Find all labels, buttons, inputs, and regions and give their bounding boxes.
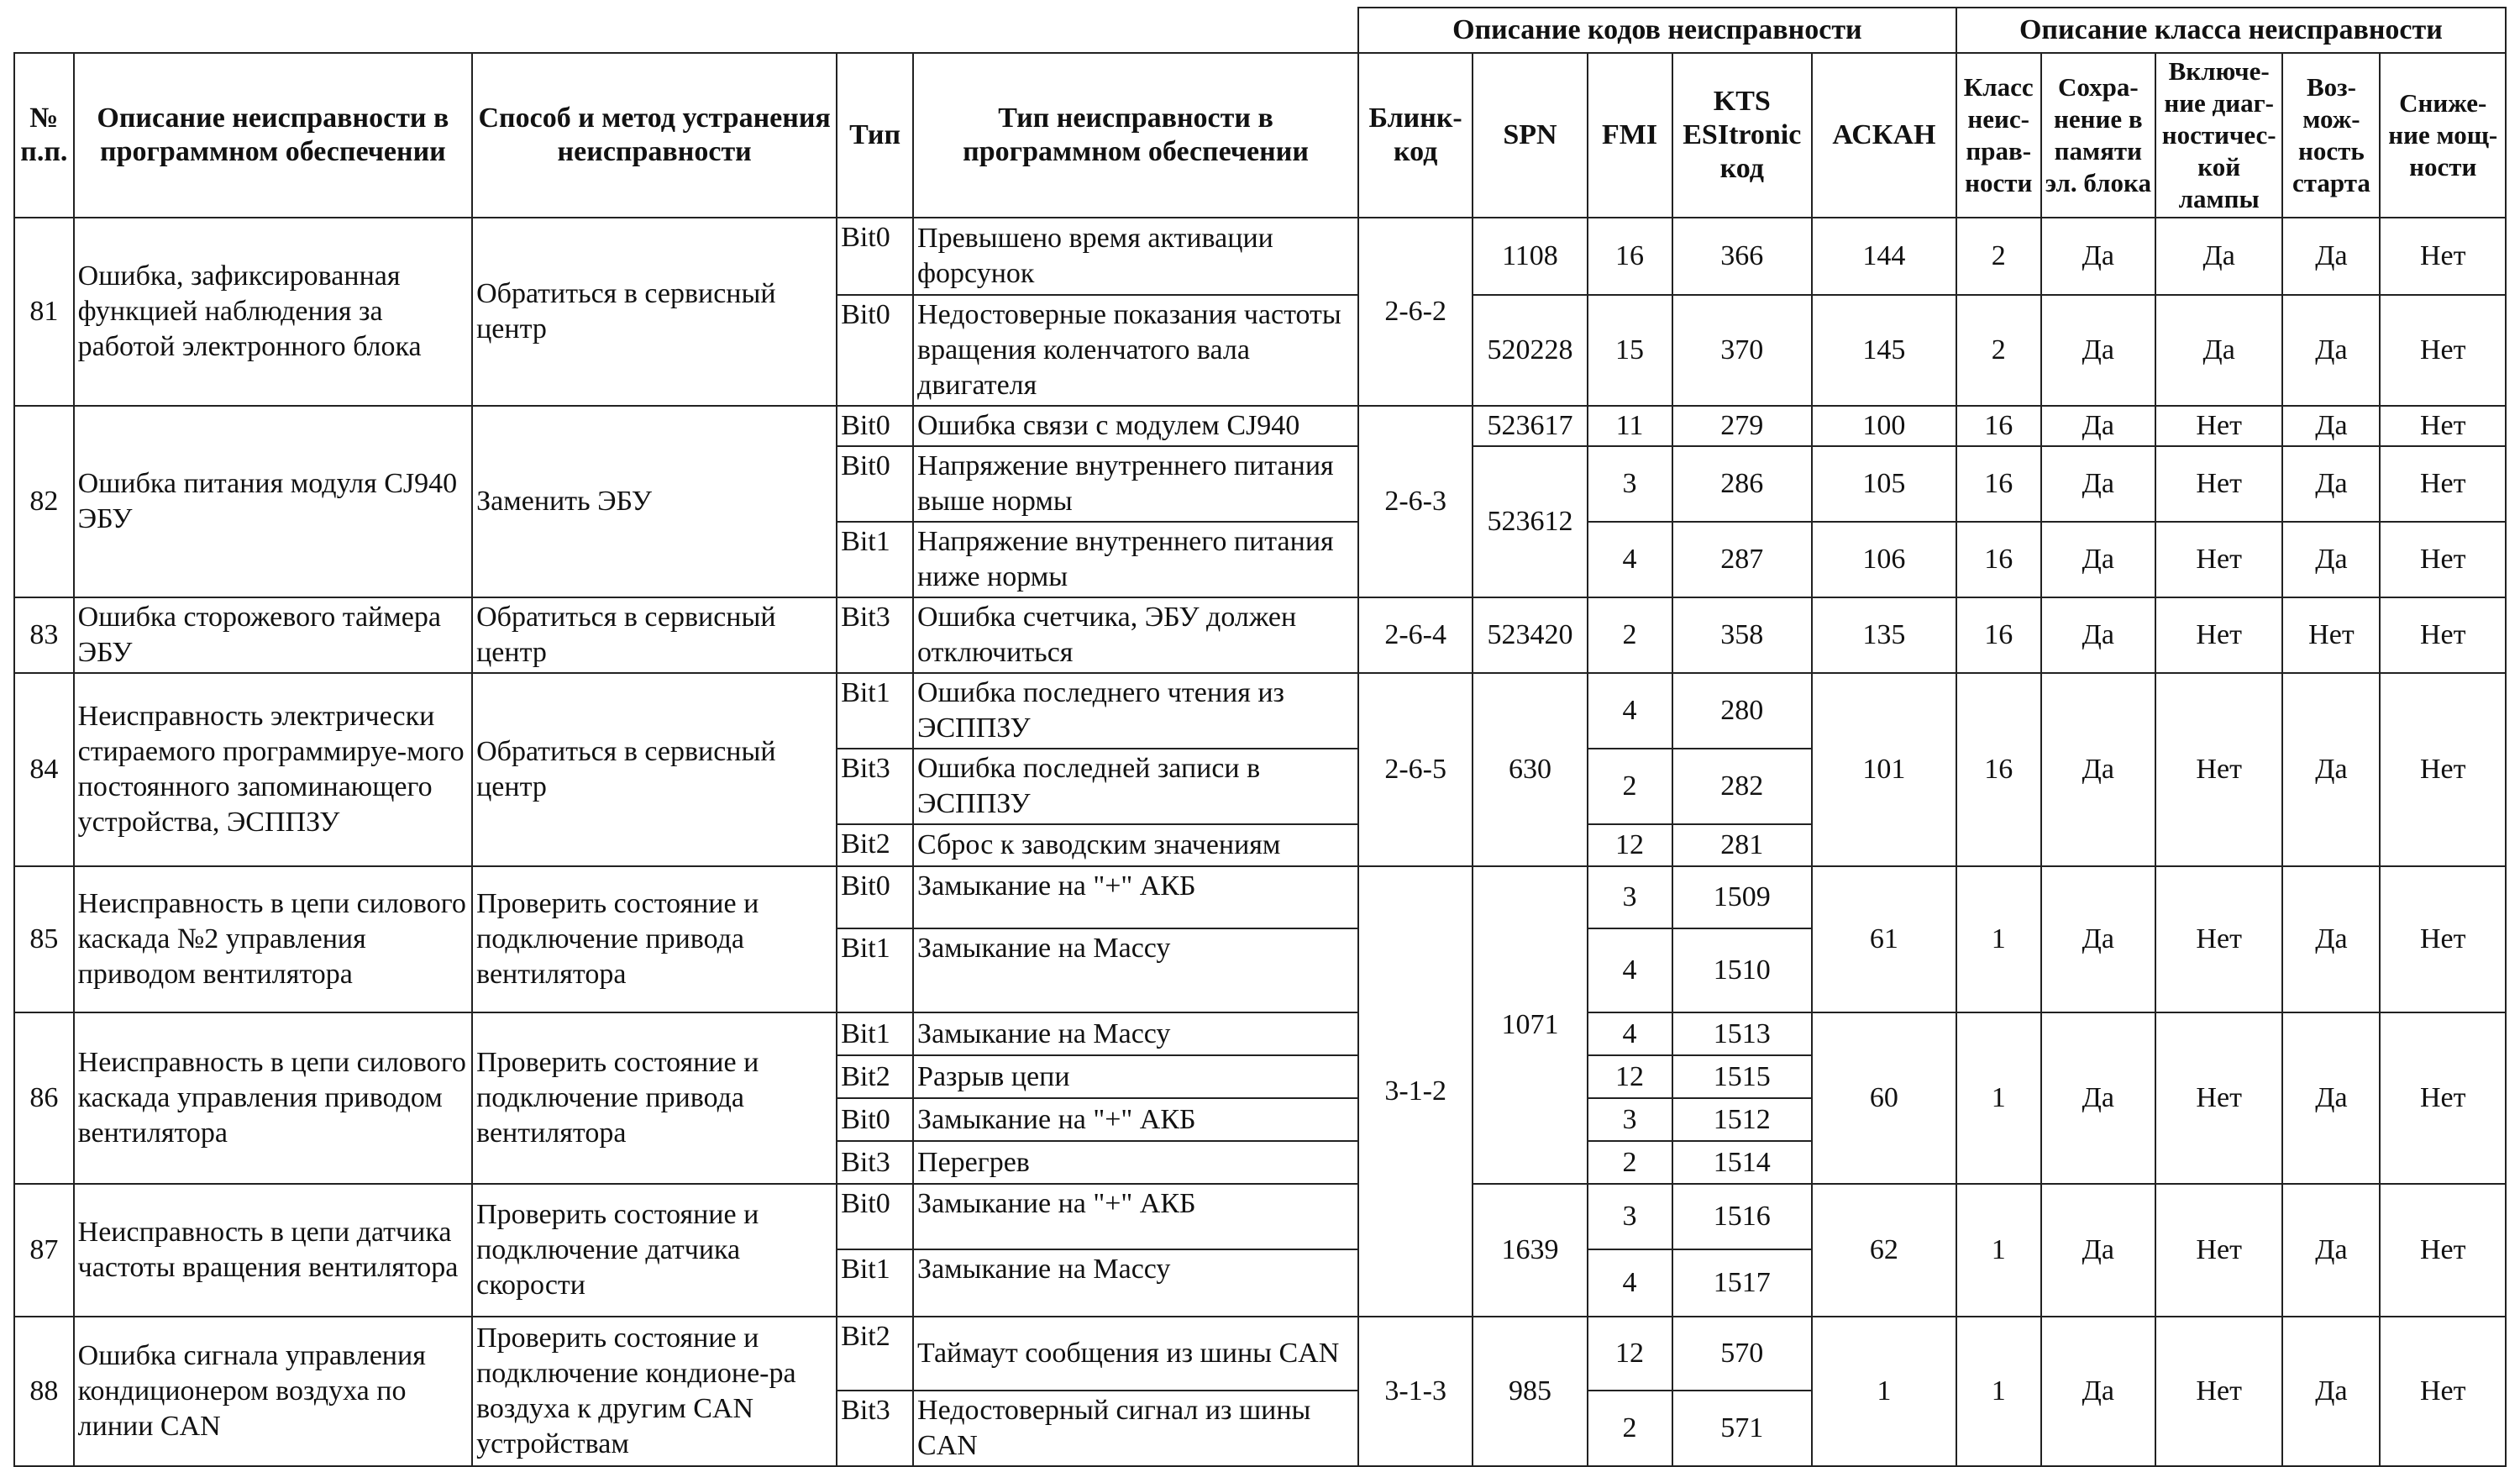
- kts-code: 1509: [1672, 866, 1813, 928]
- blink-code: 2-6-3: [1358, 406, 1473, 597]
- col-askan: АСКАН: [1812, 53, 1956, 218]
- askan-code: 1: [1812, 1317, 1956, 1466]
- table-row: [14, 218, 2506, 295]
- askan-code: 135: [1812, 597, 1956, 673]
- fmi: 4: [1588, 1249, 1672, 1317]
- fmi: 3: [1588, 446, 1672, 522]
- fault-class: 2: [1956, 218, 2041, 295]
- save-in-memory: Да: [2041, 673, 2155, 866]
- table-row: [14, 406, 2506, 446]
- bit-type: Bit3: [837, 1391, 913, 1466]
- fmi: 2: [1588, 1141, 1672, 1184]
- save-in-memory: Да: [2041, 1317, 2155, 1466]
- fmi: 4: [1588, 1012, 1672, 1055]
- fix-method: Заменить ЭБУ: [472, 406, 837, 597]
- blink-code: 2-6-2: [1358, 218, 1473, 406]
- row-number: 84: [14, 673, 74, 866]
- askan-code: 60: [1812, 1012, 1956, 1184]
- kts-code: 1512: [1672, 1098, 1813, 1141]
- bit-type: Bit0: [837, 1184, 913, 1249]
- save-in-memory: Да: [2041, 218, 2155, 295]
- table-row: [14, 673, 2506, 749]
- diag-lamp: Нет: [2155, 1184, 2282, 1317]
- kts-code: 358: [1672, 597, 1813, 673]
- fault-class: 1: [1956, 1012, 2041, 1184]
- diag-lamp: Нет: [2155, 673, 2282, 866]
- spn: 1639: [1473, 1184, 1587, 1317]
- col-desc: Описание неисправности в программном обеспечении: [74, 53, 472, 218]
- start-possible: Нет: [2282, 597, 2380, 673]
- spn: 985: [1473, 1317, 1587, 1466]
- row-number: 81: [14, 218, 74, 406]
- askan-code: 61: [1812, 866, 1956, 1012]
- col-type: Тип: [837, 53, 913, 218]
- group-header-codes: Описание кодов неисправности: [1358, 8, 1956, 53]
- kts-code: 282: [1672, 749, 1813, 824]
- col-num: № п.п.: [14, 53, 74, 218]
- bit-type: Bit0: [837, 295, 913, 406]
- row-number: 85: [14, 866, 74, 1012]
- fmi: 3: [1588, 1098, 1672, 1141]
- kts-code: 570: [1672, 1317, 1813, 1391]
- fault-class: 1: [1956, 1317, 2041, 1466]
- start-possible: Да: [2282, 673, 2380, 866]
- bit-type: Bit1: [837, 522, 913, 597]
- fault-type: Замыкание на "+" АКБ: [913, 866, 1358, 928]
- power-reduction: Нет: [2380, 1317, 2506, 1466]
- fault-class: 2: [1956, 295, 2041, 406]
- fmi: 12: [1588, 1055, 1672, 1098]
- fault-description: Ошибка сигнала управления кондиционером воздуха по линии CAN: [74, 1317, 472, 1466]
- fault-description: Неисправность электрически стираемого программируе-мого постоянного запоминающего устройства, ЭСППЗУ: [74, 673, 472, 866]
- fault-type: Напряжение внутреннего питания выше нормы: [913, 446, 1358, 522]
- fault-type: Замыкание на Массу: [913, 1249, 1358, 1317]
- fmi: 3: [1588, 866, 1672, 928]
- power-reduction: Нет: [2380, 522, 2506, 597]
- fault-type: Ошибка связи с модулем CJ940: [913, 406, 1358, 446]
- fault-class: 16: [1956, 673, 2041, 866]
- fault-class: 16: [1956, 446, 2041, 522]
- fmi: 2: [1588, 1391, 1672, 1466]
- fix-method: Проверить состояние и подключение кондионе-ра воздуха к другим CAN устройствам: [472, 1317, 837, 1466]
- start-possible: Да: [2282, 218, 2380, 295]
- col-spn: SPN: [1473, 53, 1587, 218]
- table-row: [14, 1012, 2506, 1055]
- table-row: [14, 597, 2506, 673]
- power-reduction: Нет: [2380, 1184, 2506, 1317]
- askan-code: 100: [1812, 406, 1956, 446]
- fix-method: Проверить состояние и подключение привода вентилятора: [472, 866, 837, 1012]
- spn: 1071: [1473, 866, 1587, 1184]
- fault-class: 16: [1956, 597, 2041, 673]
- diag-lamp: Нет: [2155, 866, 2282, 1012]
- kts-code: 366: [1672, 218, 1813, 295]
- kts-code: 281: [1672, 824, 1813, 866]
- save-in-memory: Да: [2041, 406, 2155, 446]
- col-class: Класс неис-прав-ности: [1956, 53, 2041, 218]
- diag-lamp: Да: [2155, 295, 2282, 406]
- bit-type: Bit0: [837, 1098, 913, 1141]
- fault-type: Ошибка последней записи в ЭСППЗУ: [913, 749, 1358, 824]
- start-possible: Да: [2282, 295, 2380, 406]
- spn: 523612: [1473, 446, 1587, 597]
- save-in-memory: Да: [2041, 1012, 2155, 1184]
- blink-code: 2-6-5: [1358, 673, 1473, 866]
- fault-class: 16: [1956, 406, 2041, 446]
- start-possible: Да: [2282, 866, 2380, 1012]
- table-row: [14, 866, 2506, 928]
- kts-code: 1517: [1672, 1249, 1813, 1317]
- bit-type: Bit0: [837, 866, 913, 928]
- blink-code: 3-1-2: [1358, 866, 1473, 1317]
- blink-code: 3-1-3: [1358, 1317, 1473, 1466]
- diag-lamp: Нет: [2155, 406, 2282, 446]
- fault-type: Ошибка счетчика, ЭБУ должен отключиться: [913, 597, 1358, 673]
- fault-description: Ошибка, зафиксированная функцией наблюдения за работой электронного блока: [74, 218, 472, 406]
- diag-lamp: Нет: [2155, 522, 2282, 597]
- diag-lamp: Нет: [2155, 597, 2282, 673]
- power-reduction: Нет: [2380, 866, 2506, 1012]
- kts-code: 1515: [1672, 1055, 1813, 1098]
- save-in-memory: Да: [2041, 446, 2155, 522]
- fault-type: Напряжение внутреннего питания ниже нормы: [913, 522, 1358, 597]
- fault-type: Перегрев: [913, 1141, 1358, 1184]
- fault-type: Замыкание на "+" АКБ: [913, 1184, 1358, 1249]
- column-header-row: [14, 53, 2506, 218]
- save-in-memory: Да: [2041, 522, 2155, 597]
- start-possible: Да: [2282, 406, 2380, 446]
- blink-code: 2-6-4: [1358, 597, 1473, 673]
- askan-code: 144: [1812, 218, 1956, 295]
- fault-type: Замыкание на Массу: [913, 1012, 1358, 1055]
- bit-type: Bit1: [837, 1012, 913, 1055]
- fmi: 4: [1588, 673, 1672, 749]
- save-in-memory: Да: [2041, 1184, 2155, 1317]
- row-number: 88: [14, 1317, 74, 1466]
- power-reduction: Нет: [2380, 1012, 2506, 1184]
- kts-code: 370: [1672, 295, 1813, 406]
- col-lamp: Включе-ние диаг-ностичес-кой лампы: [2155, 53, 2282, 218]
- diag-lamp: Да: [2155, 218, 2282, 295]
- fmi: 12: [1588, 824, 1672, 866]
- fmi: 11: [1588, 406, 1672, 446]
- col-start: Воз-мож-ность старта: [2282, 53, 2380, 218]
- kts-code: 286: [1672, 446, 1813, 522]
- fmi: 12: [1588, 1317, 1672, 1391]
- askan-code: 145: [1812, 295, 1956, 406]
- table-row: [14, 1317, 2506, 1391]
- group-header-blank: [14, 8, 1358, 53]
- bit-type: Bit0: [837, 406, 913, 446]
- fault-description: Неисправность в цепи силового каскада управления приводом вентилятора: [74, 1012, 472, 1184]
- fault-class: 1: [1956, 866, 2041, 1012]
- fault-type: Таймаут сообщения из шины CAN: [913, 1317, 1358, 1391]
- spn: 1108: [1473, 218, 1587, 295]
- bit-type: Bit0: [837, 446, 913, 522]
- power-reduction: Нет: [2380, 406, 2506, 446]
- fix-method: Обратиться в сервисный центр: [472, 218, 837, 406]
- spn: 630: [1473, 673, 1587, 866]
- fault-description: Ошибка сторожевого таймера ЭБУ: [74, 597, 472, 673]
- fix-method: Обратиться в сервисный центр: [472, 673, 837, 866]
- fault-type: Недостоверные показания частоты вращения коленчатого вала двигателя: [913, 295, 1358, 406]
- kts-code: 280: [1672, 673, 1813, 749]
- col-method: Способ и метод устранения неисправности: [472, 53, 837, 218]
- fmi: 4: [1588, 522, 1672, 597]
- bit-type: Bit1: [837, 673, 913, 749]
- power-reduction: Нет: [2380, 673, 2506, 866]
- start-possible: Да: [2282, 522, 2380, 597]
- col-power: Сниже-ние мощ-ности: [2380, 53, 2506, 218]
- start-possible: Да: [2282, 1317, 2380, 1466]
- kts-code: 1510: [1672, 928, 1813, 1012]
- power-reduction: Нет: [2380, 446, 2506, 522]
- spn: 520228: [1473, 295, 1587, 406]
- row-number: 82: [14, 406, 74, 597]
- fault-description: Ошибка питания модуля CJ940 ЭБУ: [74, 406, 472, 597]
- start-possible: Да: [2282, 1012, 2380, 1184]
- start-possible: Да: [2282, 1184, 2380, 1317]
- row-number: 83: [14, 597, 74, 673]
- askan-code: 101: [1812, 673, 1956, 866]
- fmi: 2: [1588, 749, 1672, 824]
- askan-code: 105: [1812, 446, 1956, 522]
- askan-code: 62: [1812, 1184, 1956, 1317]
- diag-lamp: Нет: [2155, 1317, 2282, 1466]
- bit-type: Bit1: [837, 928, 913, 1012]
- kts-code: 1513: [1672, 1012, 1813, 1055]
- fault-class: 16: [1956, 522, 2041, 597]
- power-reduction: Нет: [2380, 218, 2506, 295]
- row-number: 86: [14, 1012, 74, 1184]
- save-in-memory: Да: [2041, 866, 2155, 1012]
- kts-code: 571: [1672, 1391, 1813, 1466]
- diag-lamp: Нет: [2155, 1012, 2282, 1184]
- fault-type: Замыкание на "+" АКБ: [913, 1098, 1358, 1141]
- fault-class: 1: [1956, 1184, 2041, 1317]
- col-kts: KTS ESItronic код: [1672, 53, 1813, 218]
- bit-type: Bit1: [837, 1249, 913, 1317]
- fmi: 16: [1588, 218, 1672, 295]
- bit-type: Bit0: [837, 218, 913, 295]
- fix-method: Проверить состояние и подключение датчика скорости: [472, 1184, 837, 1317]
- fault-type: Сброс к заводским значениям: [913, 824, 1358, 866]
- row-number: 87: [14, 1184, 74, 1317]
- fault-description: Неисправность в цепи силового каскада №2 управления приводом вентилятора: [74, 866, 472, 1012]
- fix-method: Обратиться в сервисный центр: [472, 597, 837, 673]
- kts-code: 1516: [1672, 1184, 1813, 1249]
- save-in-memory: Да: [2041, 597, 2155, 673]
- fix-method: Проверить состояние и подключение привода вентилятора: [472, 1012, 837, 1184]
- kts-code: 287: [1672, 522, 1813, 597]
- bit-type: Bit2: [837, 1055, 913, 1098]
- table-row: [14, 1184, 2506, 1249]
- group-header-class: Описание класса неисправности: [1956, 8, 2506, 53]
- fmi: 15: [1588, 295, 1672, 406]
- spn: 523420: [1473, 597, 1587, 673]
- fmi: 2: [1588, 597, 1672, 673]
- diag-lamp: Нет: [2155, 446, 2282, 522]
- col-fmi: FMI: [1588, 53, 1672, 218]
- power-reduction: Нет: [2380, 295, 2506, 406]
- fmi: 3: [1588, 1184, 1672, 1249]
- askan-code: 106: [1812, 522, 1956, 597]
- start-possible: Да: [2282, 446, 2380, 522]
- kts-code: 1514: [1672, 1141, 1813, 1184]
- spn: 523617: [1473, 406, 1587, 446]
- fault-type: Разрыв цепи: [913, 1055, 1358, 1098]
- fmi: 4: [1588, 928, 1672, 1012]
- bit-type: Bit3: [837, 749, 913, 824]
- fault-codes-table: [13, 7, 2507, 1467]
- fault-type: Замыкание на Массу: [913, 928, 1358, 1012]
- fault-type: Недостоверный сигнал из шины CAN: [913, 1391, 1358, 1466]
- bit-type: Bit2: [837, 824, 913, 866]
- col-blink: Блинк-код: [1358, 53, 1473, 218]
- bit-type: Bit3: [837, 1141, 913, 1184]
- fault-description: Неисправность в цепи датчика частоты вращения вентилятора: [74, 1184, 472, 1317]
- kts-code: 279: [1672, 406, 1813, 446]
- bit-type: Bit3: [837, 597, 913, 673]
- group-header-row: [14, 8, 2506, 53]
- bit-type: Bit2: [837, 1317, 913, 1391]
- col-save: Сохра-нение в памяти эл. блока: [2041, 53, 2155, 218]
- power-reduction: Нет: [2380, 597, 2506, 673]
- fault-type: Превышено время активации форсунок: [913, 218, 1358, 295]
- save-in-memory: Да: [2041, 295, 2155, 406]
- fault-type: Ошибка последнего чтения из ЭСППЗУ: [913, 673, 1358, 749]
- col-fault-type: Тип неисправности в программном обеспечении: [913, 53, 1358, 218]
